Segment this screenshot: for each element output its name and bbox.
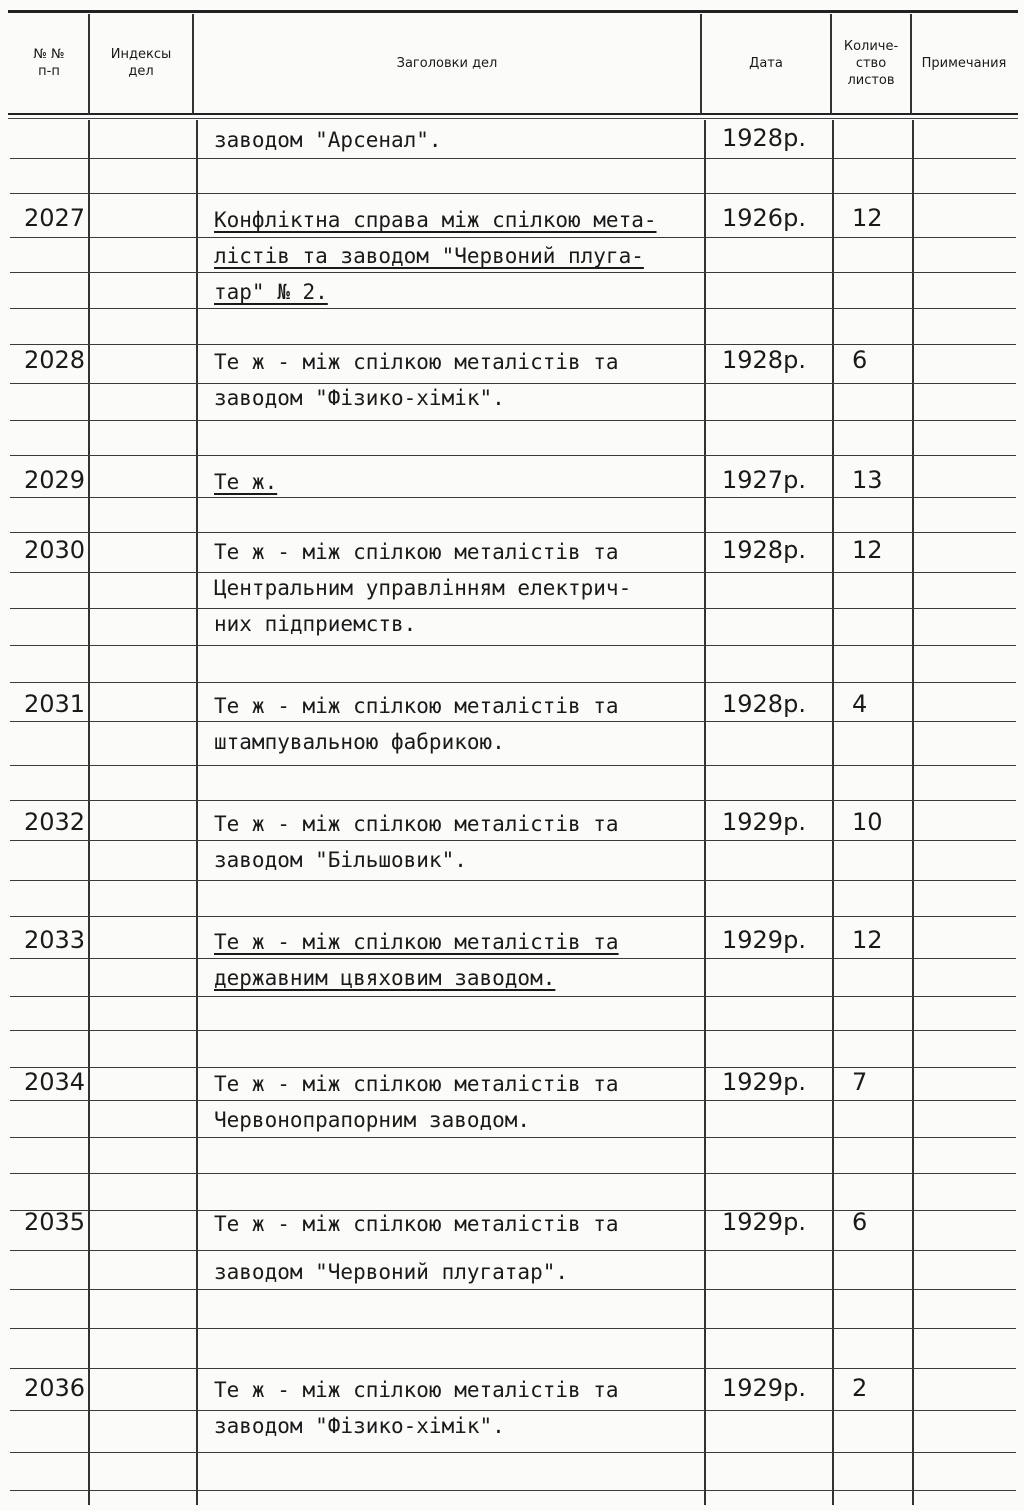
ruled-line (10, 420, 1016, 421)
header-date: Дата (749, 55, 783, 71)
ruled-line (10, 1410, 1016, 1411)
ruled-line (10, 1452, 1016, 1453)
ruled-line (10, 1368, 1016, 1369)
header-column-divider (830, 14, 832, 114)
row-title-line: заводом "Червоний плугатар". (214, 1260, 569, 1284)
row-sheet-count: 12 (852, 926, 883, 954)
header-top-border (8, 10, 1018, 13)
ruled-line (10, 1173, 1016, 1174)
row-title-line: Конфлiктна справа мiж спiлкою мета- (214, 208, 657, 232)
row-sheet-count: 10 (852, 808, 883, 836)
ruled-line (10, 682, 1016, 683)
ruled-line (10, 1100, 1016, 1101)
row-title-line: Те ж - мiж спiлкою металiстiв та (214, 1072, 619, 1096)
ruled-line (10, 1289, 1016, 1290)
row-title-line: Те ж - мiж спiлкою металiстiв та (214, 350, 619, 374)
header-sheet-count: Количе- ство листов (843, 38, 899, 88)
ruled-line (10, 608, 1016, 609)
row-date: 1928р. (722, 536, 806, 564)
row-title-line: них пiдприемств. (214, 612, 417, 636)
ruled-line (10, 158, 1016, 159)
row-sheet-count: 6 (852, 346, 868, 374)
row-title-line: Те ж - мiж спiлкою металiстiв та (214, 812, 619, 836)
ruled-line (10, 272, 1016, 273)
row-sheet-count: 12 (852, 536, 883, 564)
header-column-divider (88, 14, 90, 114)
row-title-line: Те ж - мiж спiлкою металiстiв та (214, 1378, 619, 1402)
header-column-divider (192, 14, 194, 114)
ruled-line (10, 840, 1016, 841)
row-title-line: Те ж - мiж спiлкою металiстiв та (214, 1212, 619, 1236)
header-column-divider (910, 14, 912, 114)
ruled-line (10, 880, 1016, 881)
row-date: 1929р. (722, 1208, 806, 1236)
header-notes: Примечания (921, 55, 1007, 71)
row-date: 1929р. (722, 1374, 806, 1402)
row-title-line: Те ж. (214, 470, 278, 494)
ruled-line (10, 1030, 1016, 1031)
row-sheet-count: 13 (852, 466, 883, 494)
ruled-line (10, 1137, 1016, 1138)
column-divider (88, 120, 90, 1505)
column-divider (912, 120, 914, 1505)
row-date: 1927р. (722, 466, 806, 494)
ruled-line (10, 800, 1016, 801)
row-number: 2032 (24, 808, 86, 836)
ruled-line (10, 996, 1016, 997)
ruled-line (10, 308, 1016, 309)
row-title-line: Центральним управлiнням електрич- (214, 576, 632, 600)
row-date: 1928р. (722, 346, 806, 374)
header-column-divider (700, 14, 702, 114)
row-title-line: Червонопрапорним заводом. (214, 1108, 531, 1132)
column-divider (704, 120, 706, 1505)
ruled-line (10, 383, 1016, 384)
row-number: 2036 (24, 1374, 86, 1402)
ruled-line (10, 344, 1016, 345)
row-title-line: державним цвяховим заводом. (214, 966, 556, 990)
ruled-line (10, 721, 1016, 722)
row-title-line: лiстiв та заводом "Червоний плуга- (214, 244, 644, 268)
row-date: 1929р. (722, 926, 806, 954)
ruled-line (10, 455, 1016, 456)
row-sheet-count: 6 (852, 1208, 868, 1236)
row-date: 1928р. (722, 124, 806, 152)
ruled-line (10, 572, 1016, 573)
row-number: 2028 (24, 346, 86, 374)
header-bottom-border-thin (8, 118, 1018, 119)
row-sheet-count: 4 (852, 690, 868, 718)
row-number: 2035 (24, 1208, 86, 1236)
ruled-line (10, 237, 1016, 238)
column-divider (196, 120, 198, 1505)
ruled-line (10, 958, 1016, 959)
ruled-line (10, 532, 1016, 533)
row-number: 2034 (24, 1068, 86, 1096)
row-title-line: Те ж - мiж спiлкою металiстiв та (214, 694, 619, 718)
column-divider (832, 120, 834, 1505)
header-bottom-border (8, 113, 1018, 115)
header-title: Заголовки дел (396, 55, 498, 71)
row-date: 1929р. (722, 1068, 806, 1096)
ruled-line (10, 497, 1016, 498)
row-sheet-count: 2 (852, 1374, 868, 1402)
row-number: 2030 (24, 536, 86, 564)
header-index: Индексы дел (110, 47, 172, 79)
row-number: 2027 (24, 204, 86, 232)
ruled-line (10, 916, 1016, 917)
row-title-line: штампувальною фабрикою. (214, 730, 505, 754)
ruled-line (10, 1250, 1016, 1251)
row-number: 2031 (24, 690, 86, 718)
row-title-line: заводом "Бiльшовик". (214, 848, 467, 872)
ruled-line (10, 193, 1016, 194)
row-date: 1928р. (722, 690, 806, 718)
row-number: 2033 (24, 926, 86, 954)
row-title-line: Те ж - мiж спiлкою металiстiв та (214, 930, 619, 954)
row-title-line: заводом "Фiзико-хiмiк". (214, 1414, 505, 1438)
row-date: 1929р. (722, 808, 806, 836)
ruled-line (10, 645, 1016, 646)
row-sheet-count: 7 (852, 1068, 868, 1096)
header-number: № № п-п (33, 47, 65, 79)
row-sheet-count: 12 (852, 204, 883, 232)
ruled-line (10, 1328, 1016, 1329)
row-title-line: заводом "Арсенал". (214, 128, 442, 152)
ruled-line (10, 765, 1016, 766)
row-number: 2029 (24, 466, 86, 494)
row-title-line: тар" № 2. (214, 280, 328, 304)
ruled-line (10, 1490, 1016, 1491)
row-title-line: заводом "Фiзико-хiмiк". (214, 386, 505, 410)
row-date: 1926р. (722, 204, 806, 232)
row-title-line: Те ж - мiж спiлкою металiстiв та (214, 540, 619, 564)
